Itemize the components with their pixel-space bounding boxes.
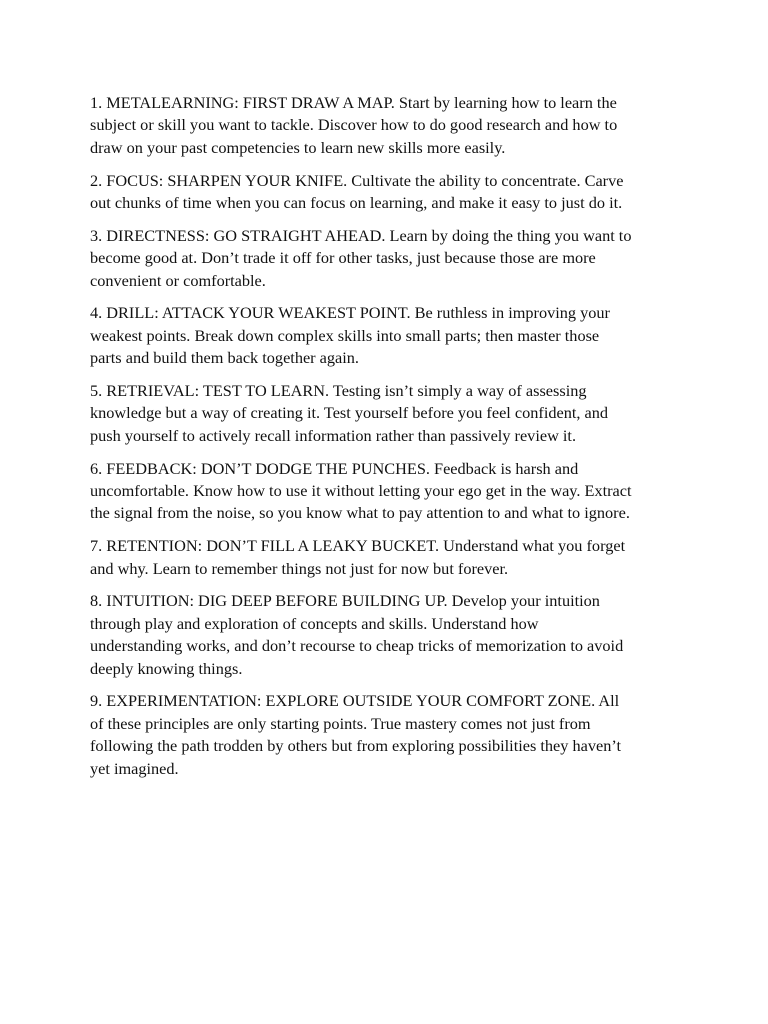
document-page xyxy=(90,92,680,790)
principle-5-retrieval xyxy=(90,380,680,447)
principle-4-line-1: 4. DRILL: ATTACK YOUR WEAKEST POINT. Be ruthless in improving your xyxy=(90,303,610,323)
principle-3-line-2: become good at. Don’t trade it off for other tasks, just because those are more xyxy=(90,248,596,268)
principle-3-directness xyxy=(90,225,680,292)
principle-2-line-2: out chunks of time when you can focus on learning, and make it easy to just do it. xyxy=(90,193,623,213)
principle-6-line-3: the signal from the noise, so you know what to pay attention to and what to ignore. xyxy=(90,503,630,523)
principle-1-metalearning xyxy=(90,92,680,159)
principle-4-line-2: weakest points. Break down complex skills into small parts; then master those xyxy=(90,325,600,345)
principle-2-focus xyxy=(90,170,680,215)
principle-7-line-1: 7. RETENTION: DON’T FILL A LEAKY BUCKET. Understand what you forget xyxy=(90,536,626,556)
principle-6-line-1: 6. FEEDBACK: DON’T DODGE THE PUNCHES. Feedback is harsh and xyxy=(90,458,579,478)
principle-3-line-1: 3. DIRECTNESS: GO STRAIGHT AHEAD. Learn by doing the thing you want to xyxy=(90,225,632,245)
principle-1-line-1: 1. METALEARNING: FIRST DRAW A MAP. Start by learning how to learn the xyxy=(90,93,617,112)
principle-1-line-3: draw on your past competencies to learn new skills more easily. xyxy=(90,137,506,157)
principle-4-line-3: parts and build them back together again. xyxy=(90,348,360,368)
principle-8-line-4: deeply knowing things. xyxy=(90,658,243,678)
principle-2-line-1: 2. FOCUS: SHARPEN YOUR KNIFE. Cultivate the ability to concentrate. Carve xyxy=(90,170,624,190)
principle-7-retention xyxy=(90,535,680,580)
principle-9-line-1: 9. EXPERIMENTATION: EXPLORE OUTSIDE YOUR COMFORT ZONE. All xyxy=(90,691,620,711)
principle-1-line-2: subject or skill you want to tackle. Discover how to do good research and how to xyxy=(90,115,618,135)
principle-9-line-2: of these principles are only starting points. True mastery comes not just from xyxy=(90,713,591,733)
principle-5-line-3: push yourself to actively recall information rather than passively review it. xyxy=(90,425,577,445)
principle-5-line-2: knowledge but a way of creating it. Test yourself before you feel confident, and xyxy=(90,403,609,423)
principle-9-line-4: yet imagined. xyxy=(90,758,179,778)
principle-9-experimentation xyxy=(90,690,680,780)
principle-5-line-1: 5. RETRIEVAL: TEST TO LEARN. Testing isn’t simply a way of assessing xyxy=(90,381,587,401)
principle-6-line-2: uncomfortable. Know how to use it without letting your ego get in the way. Extract xyxy=(90,481,632,501)
principle-8-line-2: through play and exploration of concepts and skills. Understand how xyxy=(90,613,539,633)
principle-9-line-3: following the path trodden by others but from exploring possibilities they haven’t xyxy=(90,736,622,756)
principle-8-intuition xyxy=(90,590,680,680)
principle-8-line-3: understanding works, and don’t recourse to cheap tricks of memorization to avoid xyxy=(90,636,624,656)
principle-3-line-3: convenient or comfortable. xyxy=(90,270,266,290)
principle-8-line-1: 8. INTUITION: DIG DEEP BEFORE BUILDING UP. Develop your intuition xyxy=(90,591,600,611)
principle-7-line-2: and why. Learn to remember things not just for now but forever. xyxy=(90,558,509,578)
principle-4-drill xyxy=(90,302,680,369)
principle-6-feedback xyxy=(90,458,680,525)
